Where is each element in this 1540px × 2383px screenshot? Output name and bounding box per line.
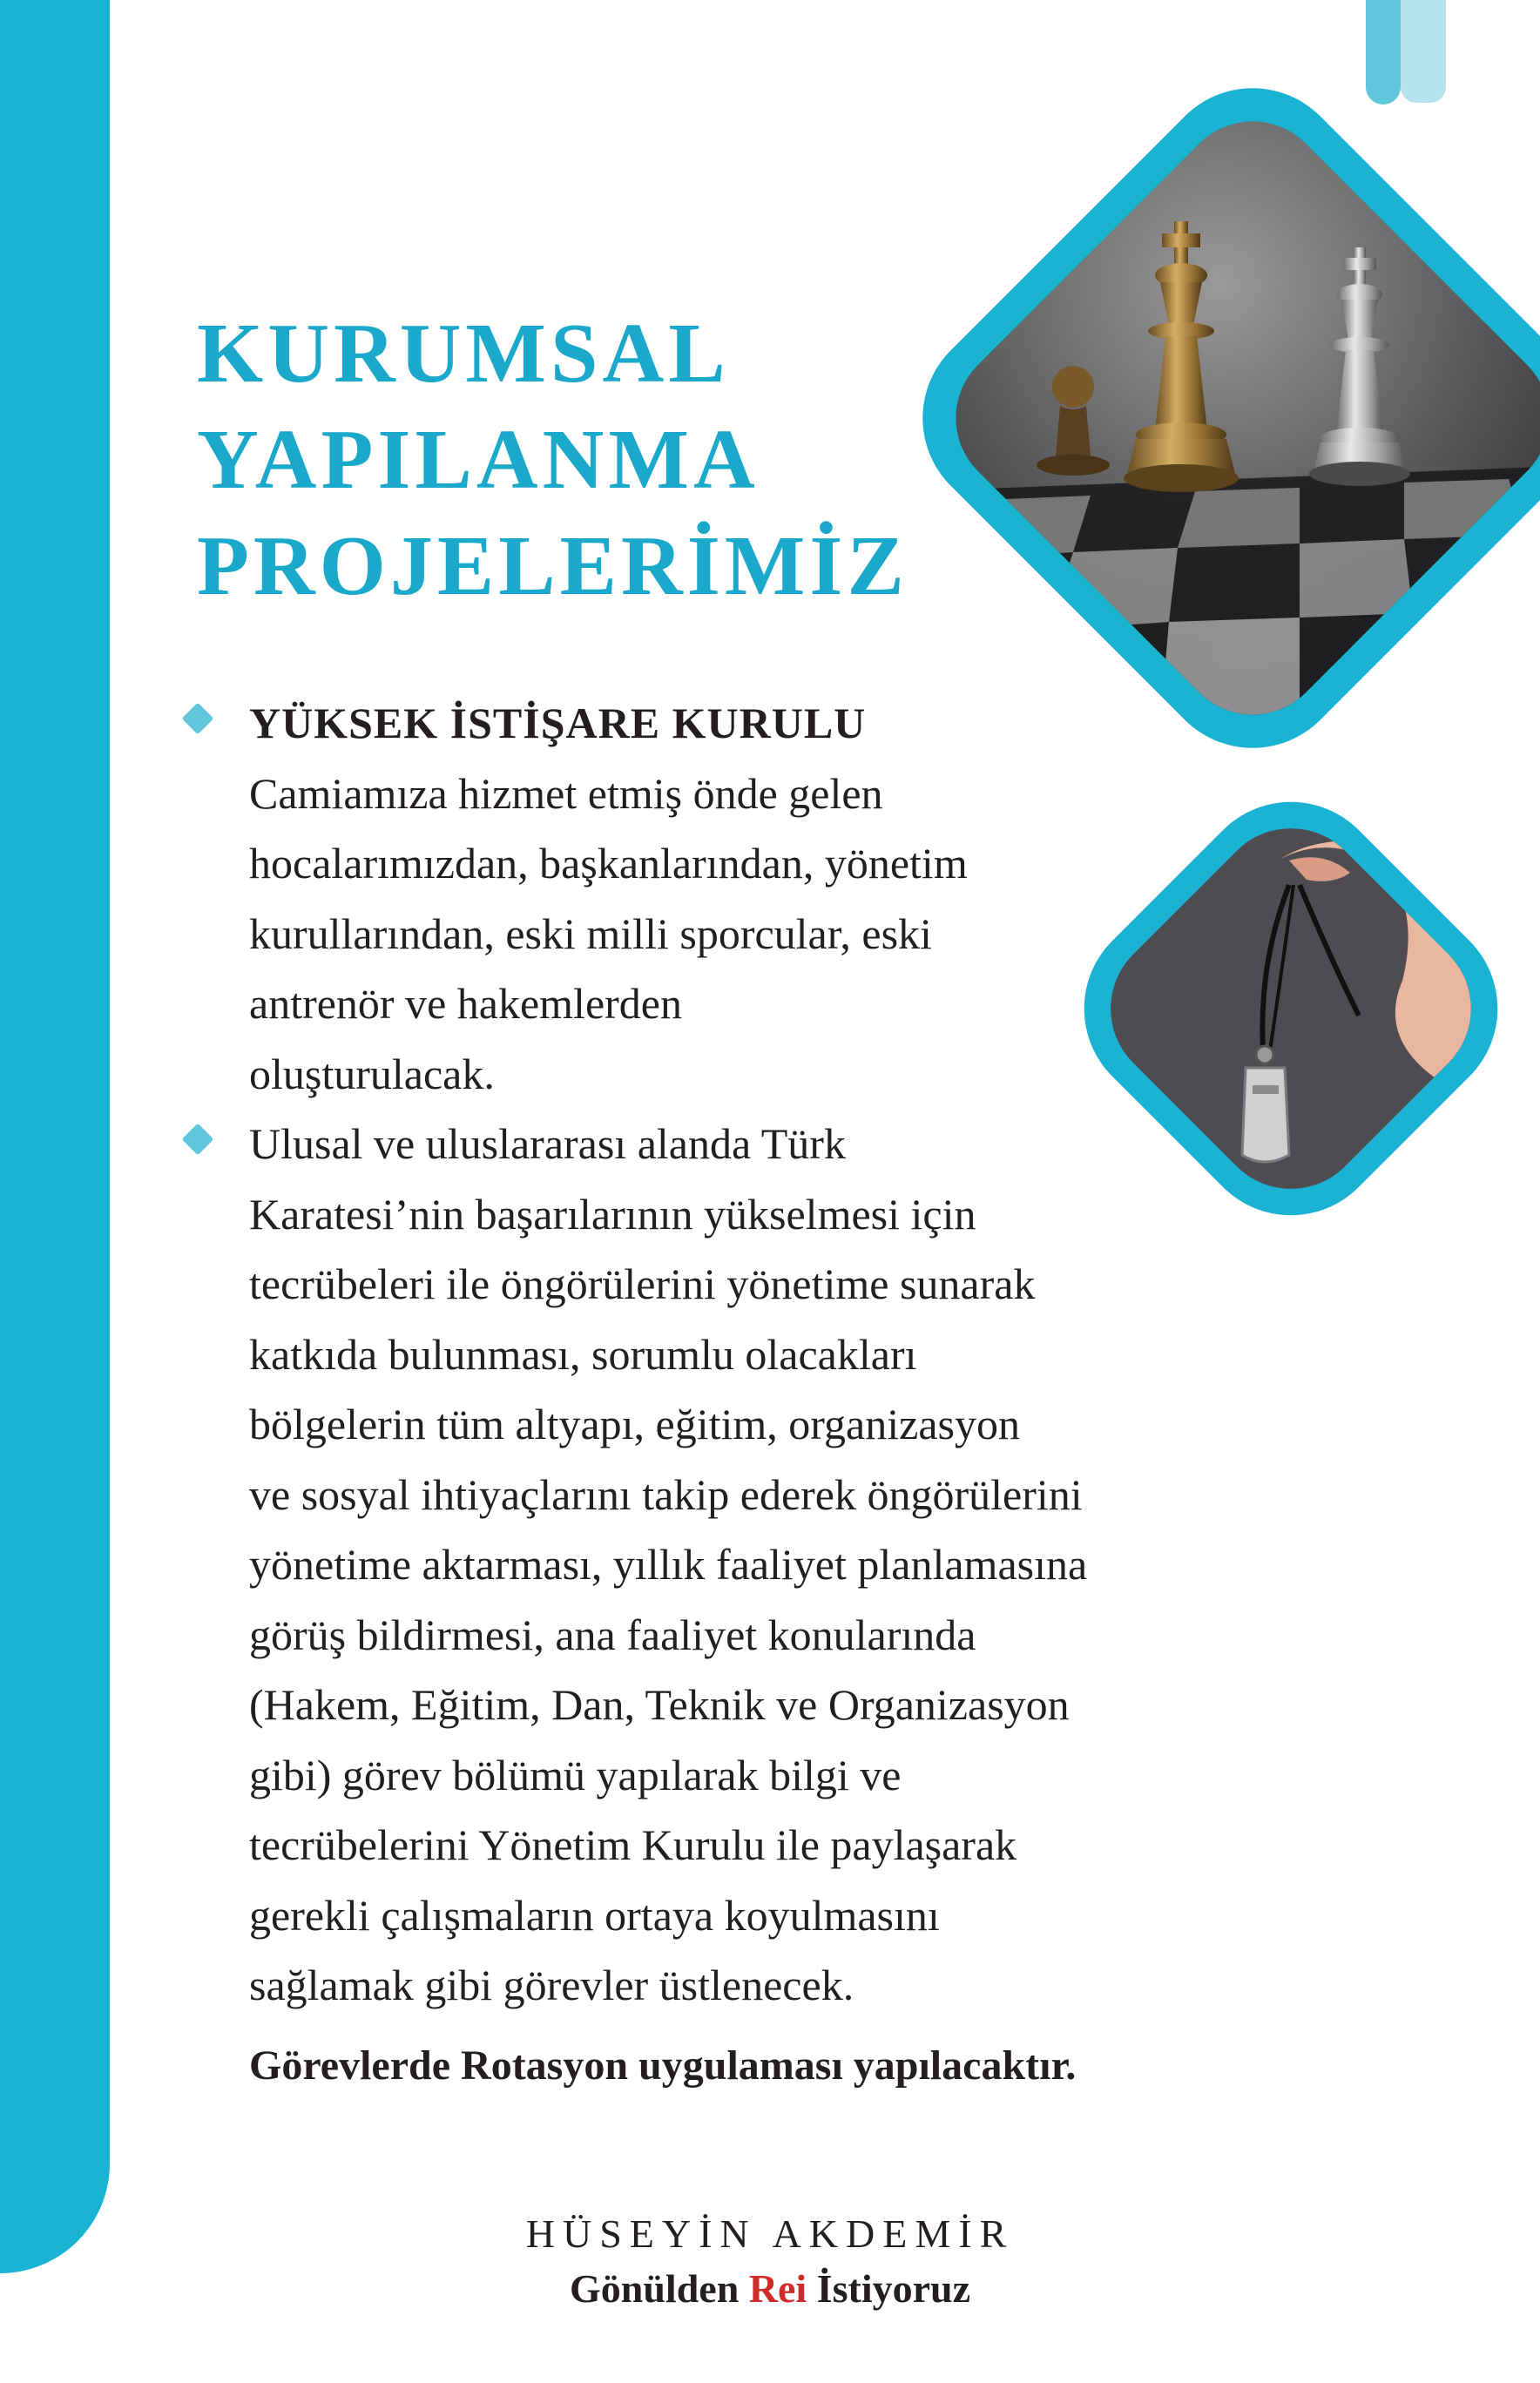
diamond-bullet-icon — [182, 1124, 214, 1156]
slogan — [0, 2260, 1540, 2318]
top-accent-bar-light — [1401, 0, 1446, 103]
author-name: HÜSEYİN AKDEMİR — [525, 2211, 1015, 2256]
slogan-start: Gönülden — [569, 2266, 749, 2311]
body-content — [179, 688, 1338, 2101]
footer — [0, 2208, 1540, 2318]
list-item — [179, 688, 1338, 1109]
left-accent-band — [0, 0, 110, 2273]
heading-line-1: KURUMSAL — [197, 307, 730, 401]
chess-photo — [925, 91, 1540, 746]
closing-statement: Görevlerde Rotasyon uygulaması yapılacaktır. — [249, 2042, 1077, 2089]
item-title: YÜKSEK İSTİŞARE KURULU — [249, 699, 867, 747]
diamond-bullet-icon — [182, 703, 214, 735]
heading-line-2: YAPILANMA — [197, 413, 760, 507]
heading-line-3: PROJELERİMİZ — [197, 519, 908, 613]
list-item — [179, 1109, 1338, 2021]
slogan-highlight: Rei — [748, 2266, 807, 2311]
item-text: Ulusal ve uluslararası alanda Türk Karatesi’nin başarılarının yükselmesi için tecrübeleri ile öngörülerini yönetime sunarak katkıda bulunması, sorumlu olacakları bölgelerin tüm altyapı, eğitim, organizasyon ve sosyal ihtiyaçlarını takip ederek öngörülerini yönetime aktarması, yıllık faaliyet planlamasına görüş bildirmesi, ana faaliyet konularında (Hakem, Eğitim, Dan, Teknik ve Organizasyon gibi) görev bölümü yapılarak bilgi ve tecrübelerini Yönetim Kurulu ile paylaşarak gerekli çalışmaların ortaya koyulmasını sağlamak gibi görevler üstlenecek. — [249, 1119, 1088, 2009]
chess-photo-frame — [883, 49, 1540, 788]
slogan-end: İstiyoruz — [807, 2266, 971, 2311]
page-heading — [197, 300, 908, 619]
item-text: Camiamıza hizmet etmiş önde gelen hocalarımızdan, başkanlarından, yönetim kurullarından, eski milli sporcular, eski antrenör ve hakemlerden oluşturulacak. — [249, 768, 968, 1098]
top-accent-bar — [1366, 0, 1401, 105]
